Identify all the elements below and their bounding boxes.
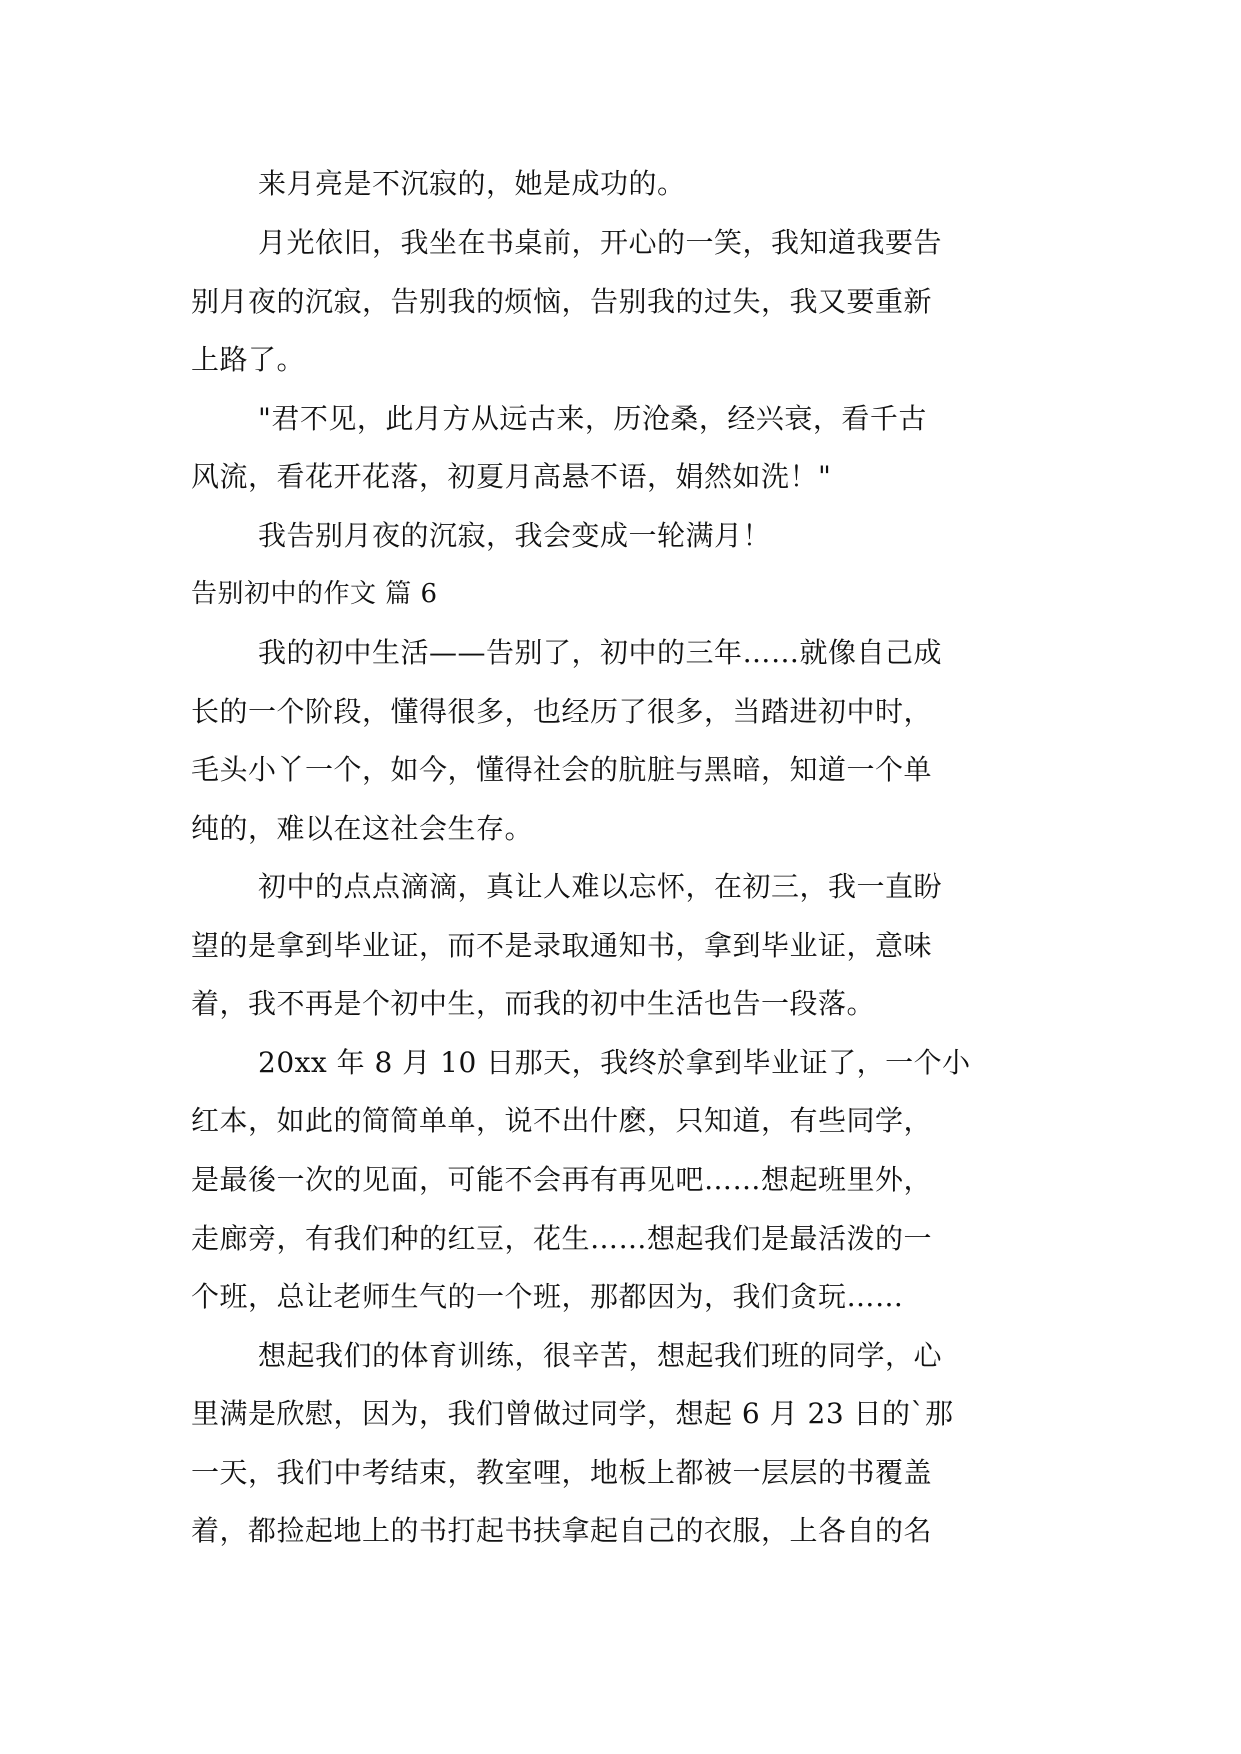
paragraph-line: 是最後一次的见面，可能不会再有再见吧……想起班里外， — [191, 1163, 933, 1196]
paragraph-line: 一天，我们中考结束，教室哩，地板上都被一层层的书覆盖 — [191, 1456, 933, 1489]
paragraph-line: 毛头小丫一个，如今，懂得社会的肮脏与黑暗，知道一个单 — [191, 753, 933, 786]
paragraph-line: 长的一个阶段，懂得很多，也经历了很多，当踏进初中时， — [191, 695, 933, 728]
paragraph-line: 我的初中生活——告别了，初中的三年……就像自己成 — [258, 636, 943, 669]
paragraph-line: 上路了。 — [191, 343, 306, 376]
paragraph-line: "君不见，此月方从远古来，历沧桑，经兴衰，看千古 — [258, 402, 927, 435]
paragraph-line: 想起我们的体育训练，很辛苦，想起我们班的同学，心 — [258, 1339, 943, 1372]
section-heading: 告别初中的作文 篇 6 — [191, 579, 438, 609]
paragraph-line: 里满是欣慰，因为，我们曾做过同学，想起 6 月 23 日的`那 — [191, 1397, 954, 1430]
paragraph-line: 来月亮是不沉寂的，她是成功的。 — [258, 167, 686, 200]
paragraph-line: 个班，总让老师生气的一个班，那都因为，我们贪玩…… — [191, 1280, 904, 1313]
paragraph-line: 风流，看花开花落，初夏月高悬不语，娟然如洗！" — [191, 460, 832, 493]
paragraph-line: 月光依旧，我坐在书桌前，开心的一笑，我知道我要告 — [258, 226, 943, 259]
paragraph-line: 着，都捡起地上的书打起书扶拿起自己的衣服，上各自的名 — [191, 1514, 933, 1547]
paragraph-line: 着，我不再是个初中生，而我的初中生活也告一段落。 — [191, 987, 876, 1020]
paragraph-line: 我告别月夜的沉寂，我会变成一轮满月！ — [258, 519, 772, 552]
paragraph-line: 别月夜的沉寂，告别我的烦恼，告别我的过失，我又要重新 — [191, 285, 933, 318]
paragraph-line: 初中的点点滴滴，真让人难以忘怀，在初三，我一直盼 — [258, 870, 943, 903]
paragraph-line: 望的是拿到毕业证，而不是录取通知书，拿到毕业证，意味 — [191, 929, 933, 962]
paragraph-line: 走廊旁，有我们种的红豆，花生……想起我们是最活泼的一 — [191, 1222, 933, 1255]
paragraph-line: 纯的，难以在这社会生存。 — [191, 812, 534, 845]
paragraph-line: 20xx 年 8 月 10 日那天，我终於拿到毕业证了，一个小 — [258, 1046, 971, 1079]
paragraph-line: 红本，如此的简简单单，说不出什麽，只知道，有些同学， — [191, 1104, 933, 1137]
